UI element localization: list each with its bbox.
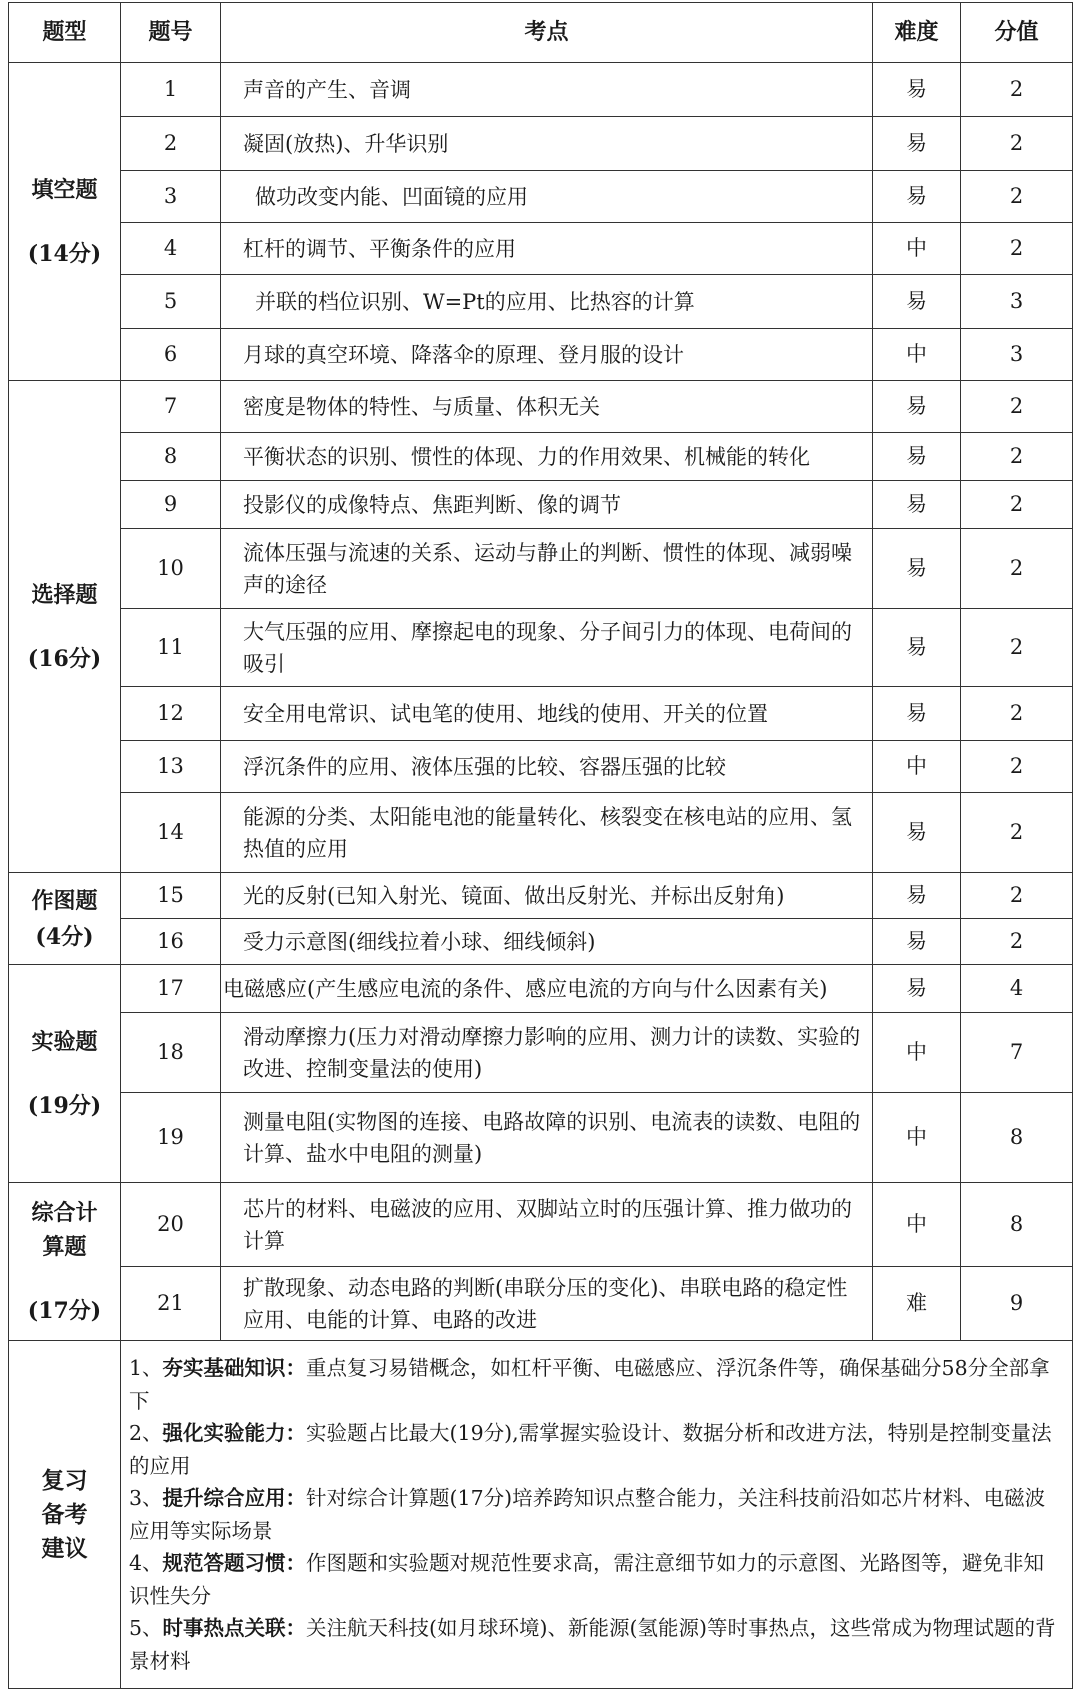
row-score: 3 <box>961 329 1073 381</box>
row-score: 2 <box>961 687 1073 741</box>
table-row <box>9 433 1073 481</box>
table-row <box>9 117 1073 171</box>
row-score: 8 <box>961 1183 1073 1267</box>
row-point: 投影仪的成像特点、焦距判断、像的调节 <box>221 481 873 529</box>
row-number: 16 <box>121 919 221 965</box>
table-row <box>9 1267 1073 1341</box>
group-name: 选择题 <box>31 581 98 608</box>
table-row <box>9 1183 1073 1267</box>
row-score: 2 <box>961 433 1073 481</box>
row-point: 做功改变内能、凹面镜的应用 <box>221 171 873 223</box>
row-difficulty: 易 <box>873 873 961 919</box>
table-row <box>9 529 1073 609</box>
row-difficulty: 易 <box>873 609 961 687</box>
group-name: 作图题 <box>31 887 98 914</box>
row-point: 安全用电常识、试电笔的使用、地线的使用、开关的位置 <box>221 687 873 741</box>
row-number: 14 <box>121 793 221 873</box>
row-difficulty: 中 <box>873 223 961 275</box>
group-total: (4分) <box>35 923 94 950</box>
row-point: 受力示意图(细线拉着小球、细线倾斜) <box>221 919 873 965</box>
row-score: 2 <box>961 381 1073 433</box>
row-difficulty: 易 <box>873 381 961 433</box>
row-score: 4 <box>961 965 1073 1013</box>
row-score: 9 <box>961 1267 1073 1341</box>
table-row <box>9 275 1073 329</box>
group-experiment <box>9 965 121 1183</box>
row-number: 7 <box>121 381 221 433</box>
row-number: 12 <box>121 687 221 741</box>
row-score: 2 <box>961 919 1073 965</box>
row-number: 11 <box>121 609 221 687</box>
row-difficulty: 中 <box>873 1093 961 1183</box>
row-difficulty: 易 <box>873 275 961 329</box>
row-score: 8 <box>961 1093 1073 1183</box>
row-number: 6 <box>121 329 221 381</box>
row-number: 18 <box>121 1013 221 1093</box>
table-row <box>9 1013 1073 1093</box>
row-difficulty: 易 <box>873 529 961 609</box>
row-number: 17 <box>121 965 221 1013</box>
row-difficulty: 易 <box>873 919 961 965</box>
row-difficulty: 易 <box>873 481 961 529</box>
group-comprehensive <box>9 1183 121 1341</box>
table-row <box>9 919 1073 965</box>
group-name-line1: 综合计 <box>31 1199 98 1226</box>
header-number: 题号 <box>121 3 221 63</box>
exam-analysis-table <box>8 2 1073 1689</box>
table-row <box>9 741 1073 793</box>
row-number: 3 <box>121 171 221 223</box>
table-row <box>9 223 1073 275</box>
row-point: 滑动摩擦力(压力对滑动摩擦力影响的应用、测力计的读数、实验的改进、控制变量法的使用) <box>221 1013 873 1093</box>
row-point: 光的反射(已知入射光、镜面、做出反射光、并标出反射角) <box>221 873 873 919</box>
row-score: 2 <box>961 741 1073 793</box>
row-number: 8 <box>121 433 221 481</box>
group-total: (19分) <box>27 1092 102 1119</box>
row-point: 测量电阻(实物图的连接、电路故障的识别、电流表的读数、电阻的计算、盐水中电阻的测量) <box>221 1093 873 1183</box>
header-difficulty: 难度 <box>873 3 961 63</box>
suggestion-item: 2、强化实验能力：实验题占比最大(19分),需掌握实验设计、数据分析和改进方法，特别是控制变量法的应用 <box>129 1421 1052 1478</box>
suggestion-item: 1、夯实基础知识：重点复习易错概念，如杠杆平衡、电磁感应、浮沉条件等，确保基础分58分全部拿下 <box>129 1356 1050 1413</box>
row-score: 2 <box>961 63 1073 117</box>
row-difficulty: 易 <box>873 793 961 873</box>
row-difficulty: 易 <box>873 117 961 171</box>
row-point: 大气压强的应用、摩擦起电的现象、分子间引力的体现、电荷间的吸引 <box>221 609 873 687</box>
row-point: 凝固(放热)、升华识别 <box>221 117 873 171</box>
group-total: (17分) <box>27 1297 102 1324</box>
table-row <box>9 329 1073 381</box>
row-point: 密度是物体的特性、与质量、体积无关 <box>221 381 873 433</box>
row-point: 浮沉条件的应用、液体压强的比较、容器压强的比较 <box>221 741 873 793</box>
row-point: 月球的真空环境、降落伞的原理、登月服的设计 <box>221 329 873 381</box>
header-score: 分值 <box>961 3 1073 63</box>
row-difficulty: 易 <box>873 687 961 741</box>
row-number: 1 <box>121 63 221 117</box>
row-number: 15 <box>121 873 221 919</box>
row-score: 2 <box>961 793 1073 873</box>
group-fill-blank <box>9 63 121 381</box>
group-total: (16分) <box>27 645 102 672</box>
row-difficulty: 易 <box>873 965 961 1013</box>
table-row <box>9 481 1073 529</box>
table-row <box>9 63 1073 117</box>
row-difficulty: 中 <box>873 329 961 381</box>
table-row <box>9 171 1073 223</box>
group-name-line2: 算题 <box>42 1233 87 1260</box>
row-number: 13 <box>121 741 221 793</box>
suggestion-label: 复习 备考 建议 <box>9 1341 121 1689</box>
table-row <box>9 965 1073 1013</box>
row-score: 3 <box>961 275 1073 329</box>
suggestion-item: 5、时事热点关联：关注航天科技(如月球环境)、新能源(氢能源)等时事热点，这些常成为物理试题的背景材料 <box>129 1616 1056 1673</box>
table-row <box>9 1093 1073 1183</box>
row-point-cell <box>221 965 873 1013</box>
row-score: 2 <box>961 873 1073 919</box>
row-point: 电磁感应(产生感应电流的条件、感应电流的方向与什么因素有关) <box>223 977 828 1001</box>
row-difficulty: 易 <box>873 63 961 117</box>
row-score: 2 <box>961 117 1073 171</box>
row-number: 5 <box>121 275 221 329</box>
suggestion-content <box>121 1341 1073 1689</box>
table-row <box>9 609 1073 687</box>
row-point: 能源的分类、太阳能电池的能量转化、核裂变在核电站的应用、氢热值的应用 <box>221 793 873 873</box>
row-point: 平衡状态的识别、惯性的体现、力的作用效果、机械能的转化 <box>221 433 873 481</box>
table-row <box>9 687 1073 741</box>
row-number: 21 <box>121 1267 221 1341</box>
row-difficulty: 易 <box>873 171 961 223</box>
header-row <box>9 3 1073 63</box>
row-point: 并联的档位识别、W=Pt的应用、比热容的计算 <box>221 275 873 329</box>
header-type: 题型 <box>9 3 121 63</box>
row-difficulty: 易 <box>873 433 961 481</box>
row-point: 芯片的材料、电磁波的应用、双脚站立时的压强计算、推力做功的计算 <box>221 1183 873 1267</box>
row-score: 7 <box>961 1013 1073 1093</box>
group-name: 填空题 <box>31 176 98 203</box>
row-score: 2 <box>961 171 1073 223</box>
header-point: 考点 <box>221 3 873 63</box>
row-difficulty: 难 <box>873 1267 961 1341</box>
group-multiple-choice <box>9 381 121 873</box>
row-number: 10 <box>121 529 221 609</box>
suggestion-item: 4、规范答题习惯：作图题和实验题对规范性要求高，需注意细节如力的示意图、光路图等，避免非知识性失分 <box>129 1551 1045 1608</box>
row-point: 杠杆的调节、平衡条件的应用 <box>221 223 873 275</box>
row-number: 2 <box>121 117 221 171</box>
suggestion-item: 3、提升综合应用：针对综合计算题(17分)培养跨知识点整合能力，关注科技前沿如芯片材料、电磁波应用等实际场景 <box>129 1486 1046 1543</box>
suggestion-row <box>9 1341 1073 1689</box>
row-score: 2 <box>961 481 1073 529</box>
row-difficulty: 中 <box>873 741 961 793</box>
row-score: 2 <box>961 529 1073 609</box>
group-drawing <box>9 873 121 965</box>
table-row <box>9 873 1073 919</box>
row-score: 2 <box>961 609 1073 687</box>
row-difficulty: 中 <box>873 1183 961 1267</box>
row-point: 流体压强与流速的关系、运动与静止的判断、惯性的体现、减弱噪声的途径 <box>221 529 873 609</box>
row-number: 4 <box>121 223 221 275</box>
row-point: 声音的产生、音调 <box>221 63 873 117</box>
table-row <box>9 381 1073 433</box>
group-total: (14分) <box>27 240 102 267</box>
row-point: 扩散现象、动态电路的判断(串联分压的变化)、串联电路的稳定性应用、电能的计算、电路的改进 <box>221 1267 873 1341</box>
group-name: 实验题 <box>31 1028 98 1055</box>
table-row <box>9 793 1073 873</box>
row-number: 20 <box>121 1183 221 1267</box>
row-difficulty: 中 <box>873 1013 961 1093</box>
row-number: 19 <box>121 1093 221 1183</box>
row-score: 2 <box>961 223 1073 275</box>
row-number: 9 <box>121 481 221 529</box>
